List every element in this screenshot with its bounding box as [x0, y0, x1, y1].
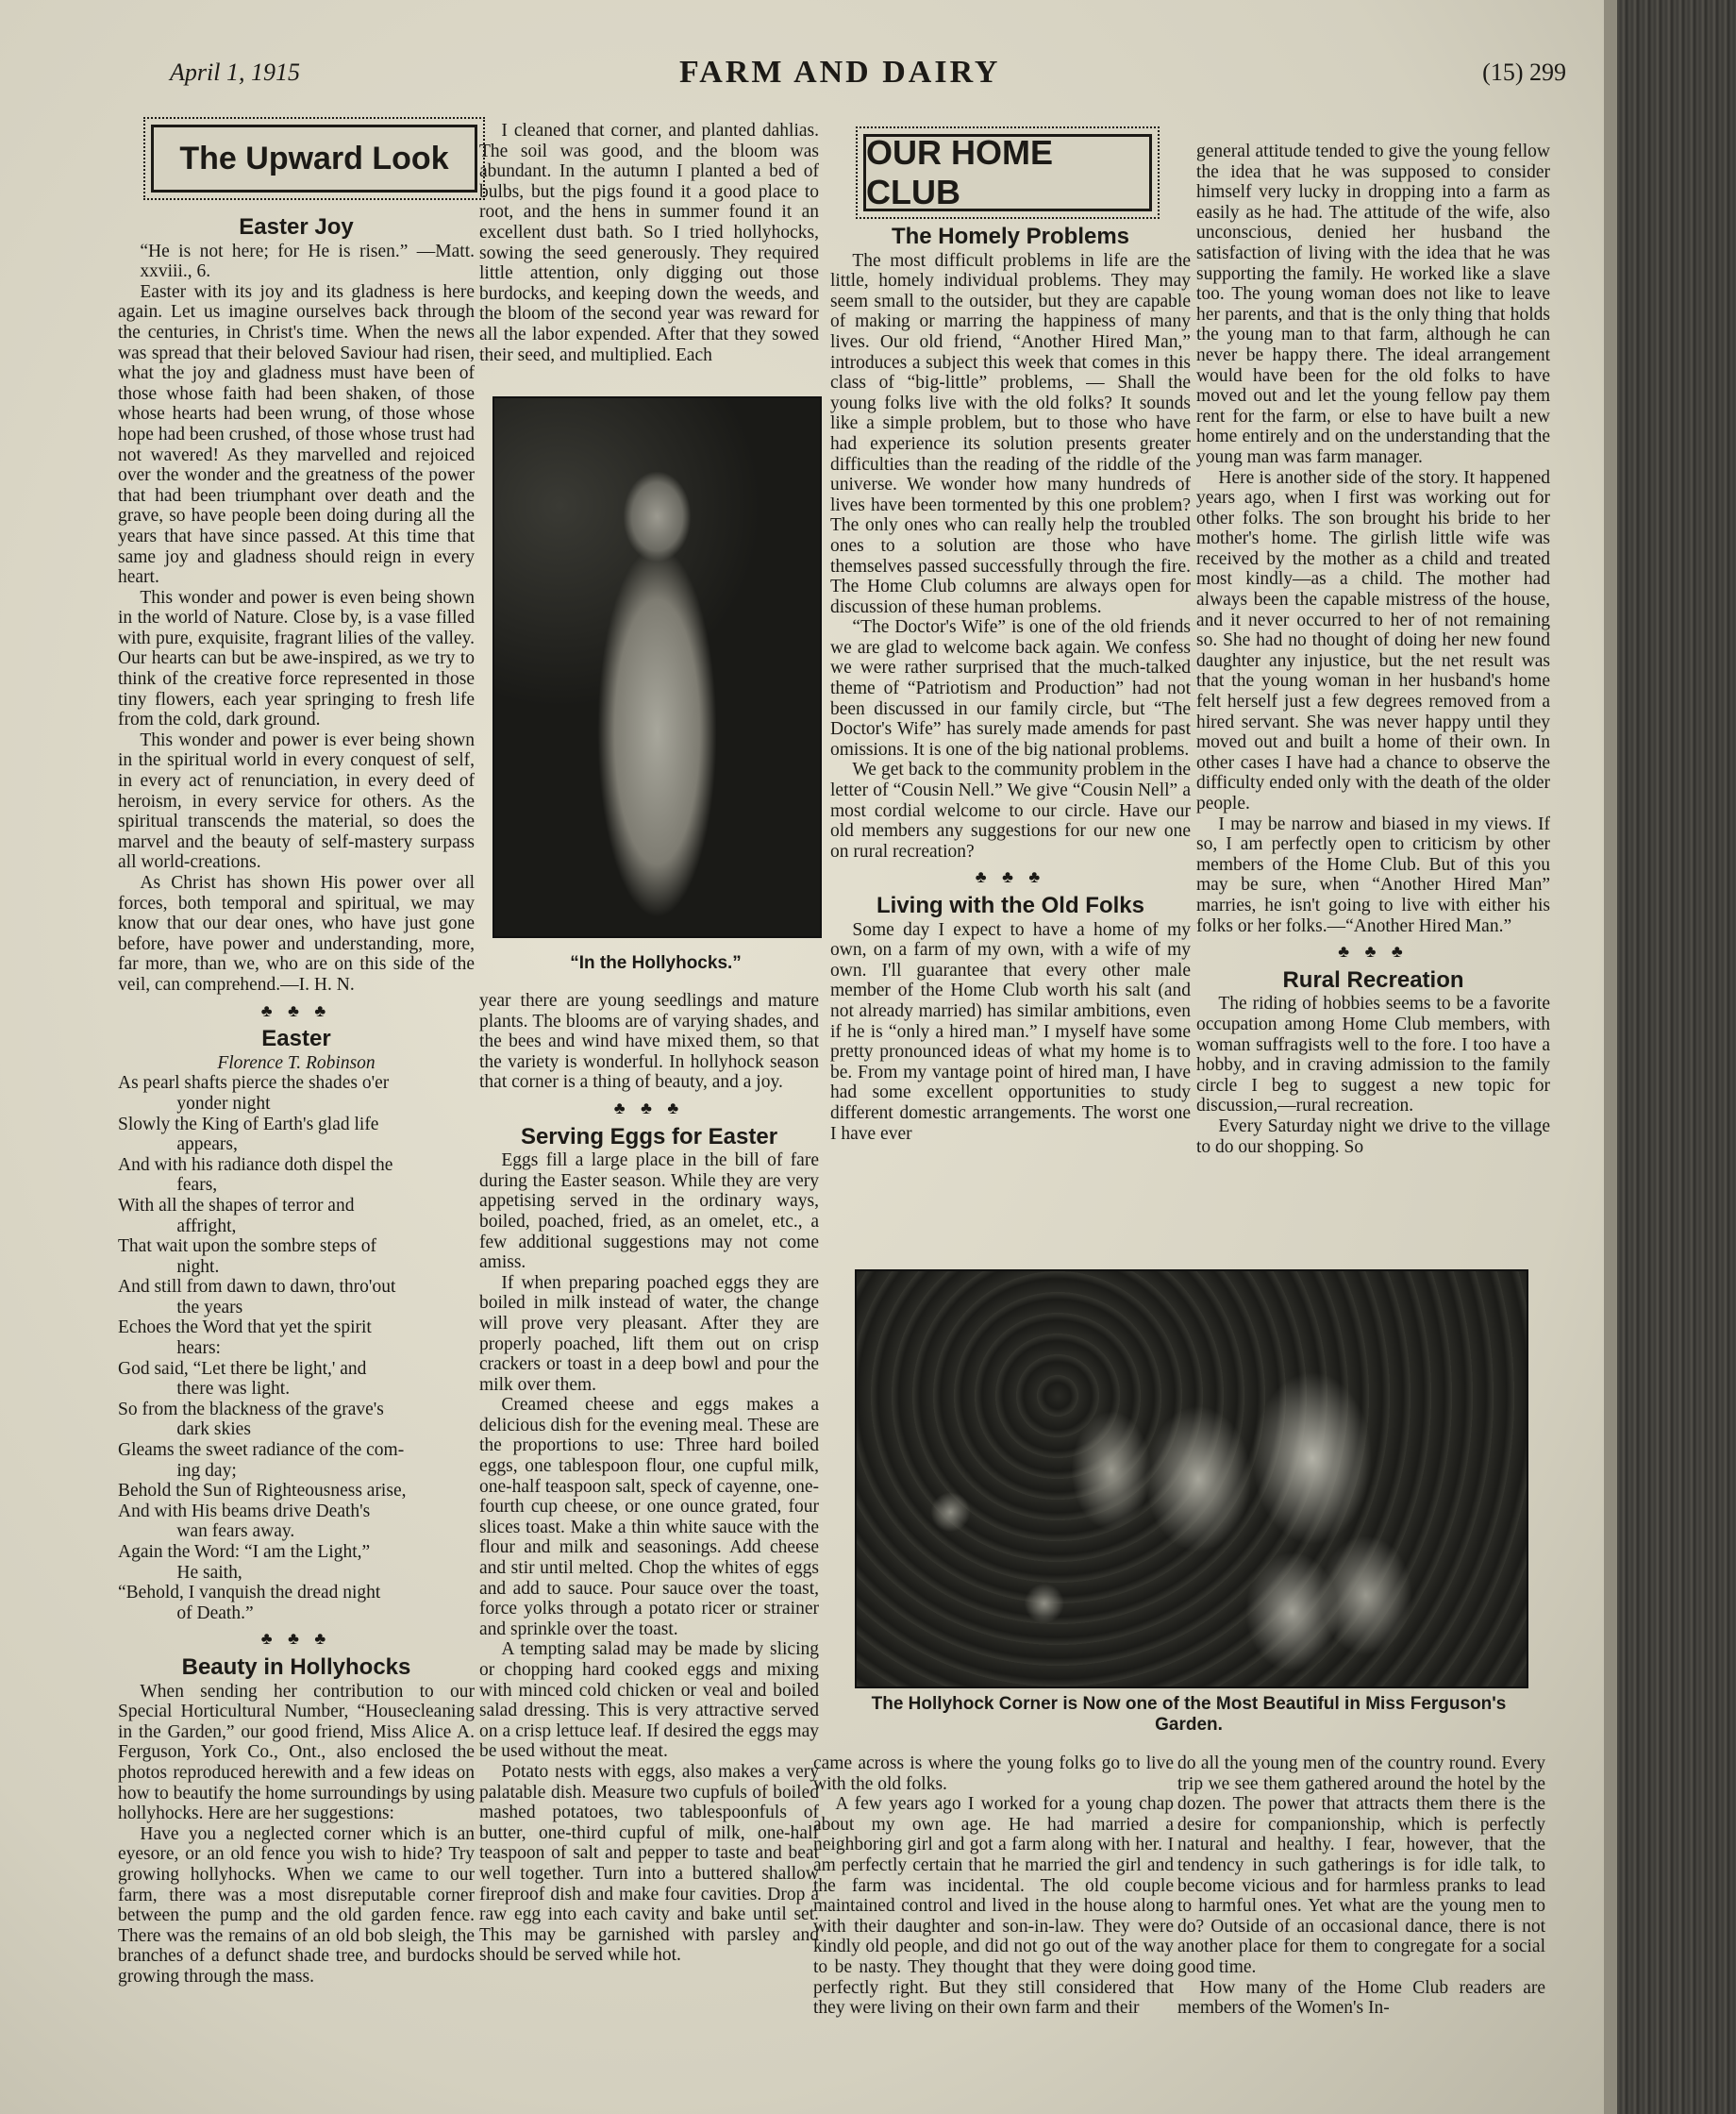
poem-line: ing day;: [176, 1460, 237, 1481]
poem-line: there was light.: [176, 1379, 291, 1400]
photo-caption: “In the Hollyhocks.”: [570, 953, 742, 973]
column-3-bottom: [813, 1753, 1174, 2019]
heading-beauty-hollyhocks: Beauty in Hollyhocks: [181, 1653, 411, 1680]
poem-line: With all the shapes of terror and: [118, 1195, 355, 1216]
paragraph: The most difficult problems in life are the little, homely individual problems. They may seem small to the outsider, but they are capable of making or marring the happiness of many lives. Our old friend, “Another Hired Man,” introduces a subject this week that comes in this class of “big-little” problems, — Shall the young folks live with the old folks? It sounds like a simple problem, but to those who have had experience its solution presents greater difficulties than the reading of the riddle of the universe. We wonder how many hundreds of lives have been tormented by this one problem? The only ones who can really help the troubled ones to a solution are those who have themselves passed successfully through the fire. The Home Club columns are always open for discussion of these human problems.: [830, 250, 1191, 617]
poem-line: Behold the Sun of Righteousness arise,: [118, 1481, 407, 1502]
poem-line: hears:: [176, 1338, 221, 1359]
poem-line: And still from dawn to dawn, thro'out: [118, 1277, 396, 1298]
paragraph: A few years ago I worked for a young chap about my own age. He had married a neighboring girl and got a farm along with her. I am perfectly certain that he married the girl and the farm was incidental. The old couple maintained control and lived in the house along with their daughter and son-in-law. They were kindly old people, and did not go out of the way to be nasty. They thought that they were doing perfectly right. But they still considered that they were living on their own farm and their: [813, 1794, 1174, 2019]
poem-line: Slowly the King of Earth's glad life: [118, 1114, 379, 1134]
publication-title: FARM AND DAIRY: [679, 55, 1001, 90]
heading-easter-poem: Easter: [261, 1026, 331, 1052]
heading-easter-joy: Easter Joy: [239, 214, 354, 240]
paragraph: We get back to the community problem in the letter of “Cousin Nell.” We give “Cousin Nell” a most cordial welcome to our circle. Have our old members any suggestions for our new one on rural recreation?: [830, 760, 1191, 862]
book-binding: [1604, 0, 1736, 2114]
paragraph: Easter with its joy and its gladness is here again. Let us imagine ourselves back through the centuries, in Christ's time. When the news was spread that their beloved Saviour had risen, what the joy and gladness must have been of those whose faith had been shaken, of those whose hearts had been wrung, of those whose hope had been crushed, of those whose trust had not wavered! As they marvelled and rejoiced over the wonder and the greatness of the power that had been triumphant over death and the grave, so have people been doing during all the years that have since passed. At this time that same joy and gladness should reign in every heart.: [118, 281, 475, 588]
photo-caption-hollyhock-corner: The Hollyhock Corner is Now one of the Most Beautiful in Miss Ferguson's Garden.: [871, 1694, 1507, 1735]
paragraph: As Christ has shown His power over all forces, both temporal and spiritual, we may know that our dear ones, who have just gone before, have power and understanding, more, far more, than we, who are on this side of the veil, can comprehend.—I. H. N.: [118, 873, 475, 995]
page-header: [170, 55, 1566, 102]
paragraph: Potato nests with eggs, also makes a very palatable dish. Measure two cupfuls of boiled mashed potatoes, two tablespoonfuls of butter, one-third cupful of milk, one-half teaspoon of salt and pepper to taste and beat well together. Turn into a buttered shallow fireproof dish and make four cavities. Drop a raw egg into each cavity and bake until set. This may be garnished with parsley and should be served while hot.: [479, 1761, 819, 1966]
paragraph: Eggs fill a large place in the bill of fare during the Easter season. While they are very appetising served in the ordinary ways, boiled, poached, fried, as an omelet, etc., a few additional suggestions may not come amiss.: [479, 1150, 819, 1273]
poem-line: So from the blackness of the grave's: [118, 1399, 384, 1419]
photo-woman-in-hollyhocks: [492, 396, 822, 938]
section-divider: ♣ ♣ ♣: [260, 1629, 332, 1649]
paragraph: Some day I expect to have a home of my own, on a farm of my own, with a wife of my own. I'll guarantee that every other male member of the Home Club worth his salt (and not already married) has similar ambitions, even if he is “only a hired man.” I myself have some pretty pronounced ideas of what my home is to be. From my vantage point of hired man, I have had some excellent opportunities to study different domestic arrangements. The worst one I have ever: [830, 919, 1191, 1144]
poem-line: fears,: [176, 1175, 218, 1196]
issue-date: April 1, 1915: [170, 59, 300, 86]
page-edge: [1604, 0, 1617, 2114]
paragraph: I cleaned that corner, and planted dahlias. The soil was good, and the bloom was abundant. In the autumn I planted a bed of bulbs, but the pigs found it a good place to root, and the hens in summer found it an excellent dust bath. So I tried hollyhocks, sowing the seed generously. They required little attention, only digging out those burdocks, and keeping down the weeds, and the bloom of the second year was reward for all the labor expended. After that they sowed their seed, and multiplied. Each: [479, 121, 819, 365]
easter-poem: [118, 1073, 475, 1623]
paragraph: do all the young men of the country round. Every trip we see them gathered around the hotel by the dozen. The power that attracts them there is the desire for companionship, which is perfectly natural and healthy. I fear, however, that the tendency in such gatherings is for idle talk, to become vicious and for harmless pranks to lead to harmful ones. Yet what are the young men to do? Outside of an occasional dance, there is not another place for them to congregate for a social good time.: [1177, 1753, 1545, 1977]
paragraph: How many of the Home Club readers are members of the Women's In-: [1177, 1977, 1545, 2019]
section-divider: ♣ ♣ ♣: [613, 1098, 685, 1117]
poem-line: appears,: [176, 1134, 238, 1155]
column-4-bottom: [1177, 1753, 1545, 2019]
heading-rural-recreation: Rural Recreation: [1282, 966, 1464, 993]
section-divider: ♣ ♣ ♣: [260, 1000, 332, 1020]
poem-line: He saith,: [176, 1562, 242, 1583]
poem-line: As pearl shafts pierce the shades o'er: [118, 1073, 390, 1094]
poem-line: affright,: [176, 1216, 237, 1236]
upward-look-banner: [151, 125, 477, 193]
paragraph: Creamed cheese and eggs makes a delicious dish for the evening meal. These are the proportions to use: Three hard boiled eggs, one tablespoon flour, one cupful milk, one-half teaspoon salt, speck of cayenne, one-fourth cup cheese, or one ounce grated, four slices toast. Make a thin white sauce with the flour and milk and seasonings. Add cheese and stir until melted. Chop the whites of eggs and add to sauce. Pour sauce over the toast, force yolks through a potato ricer or strainer and sprinkle over the toast.: [479, 1395, 819, 1639]
paragraph: Every Saturday night we drive to the village to do our shopping. So: [1196, 1116, 1550, 1157]
heading-homely-problems: The Homely Problems: [891, 224, 1130, 249]
paragraph: Have you a neglected corner which is an eyesore, or an old fence you wish to hide? Try growing hollyhocks. When we came to our farm, there was a most disreputable corner between the pump and the old garden fence. There was the remains of an old bob sleigh, the branches of a defunct shade tree, and burdocks growing through the mass.: [118, 1823, 475, 1987]
poem-line: Echoes the Word that yet the spirit: [118, 1317, 372, 1338]
poem-line: the years: [176, 1297, 243, 1317]
paragraph: A tempting salad may be made by slicing or chopping hard cooked eggs and mixing with minced cold chicken or veal and boiled salad dressing. This is very attractive served on a crisp lettuce leaf. If desired the eggs may be used without the meat.: [479, 1639, 819, 1762]
section-divider: ♣ ♣ ♣: [1338, 942, 1409, 962]
scripture-quote: “He is not here; for He is risen.” —Matt. xxviii., 6.: [140, 241, 475, 282]
column-1: [118, 210, 475, 1987]
paragraph: This wonder and power is ever being shown in the spiritual world in every conquest of self, in every act of renunciation, in every deed of heroism, in every service for others. As the spiritual transcends the material, so does the marvel and the beauty of self-mastery surpass all world-creations.: [118, 730, 475, 873]
poem-line: of Death.”: [176, 1602, 254, 1623]
heading-serving-eggs: Serving Eggs for Easter: [520, 1123, 778, 1149]
poem-line: Again the Word: “I am the Light,”: [118, 1542, 371, 1562]
poem-line: Gleams the sweet radiance of the com-: [118, 1440, 405, 1461]
column-3: [830, 219, 1191, 1144]
poem-line: That wait upon the sombre steps of: [118, 1236, 377, 1257]
paragraph: When sending her contribution to our Special Horticultural Number, “Housecleaning in the Garden,” our good friend, Miss Alice A. Ferguson, York Co., Ont., also enclosed the photos reproduced herewith and a few ideas on how to beautify the home surroundings by using hollyhocks. Here are her suggestions:: [118, 1681, 475, 1824]
paragraph: If when preparing poached eggs they are boiled in milk instead of water, the change will prove very pleasant. After they are properly poached, lift them out on crisp crackers or toast in a deep bowl and pour the milk over them.: [479, 1272, 819, 1395]
paragraph: This wonder and power is even being shown in the world of Nature. Close by, is a vase filled with pure, exquisite, fragrant lilies of the valley. Our hearts can but be awe-inspired, as we try to think of the creative force represented in those tiny flowers, each year springing to fresh life from the cold, dark ground.: [118, 587, 475, 730]
poem-line: wan fears away.: [176, 1521, 295, 1542]
section-divider: ♣ ♣ ♣: [975, 867, 1046, 887]
paragraph: Here is another side of the story. It happened years ago, when I first was working out for other folks. The son brought his bride to her mother's home. The girlish little wife was received by the mother as a child and treated most kindly—as a child. The mother had always been the capable mistress of the house, and it never occurred to her of not remaining so. She had no thought of doing her new found daughter any injustice, but the net result was that the young woman in her husband's home felt herself just a few degrees removed from a hired servant. She was never happy until they moved out and built a home of their own. In other cases I have had a chance to observe the difficulty ended only with the death of the older people.: [1196, 467, 1550, 814]
page-number: (15) 299: [1482, 59, 1566, 86]
poem-line: And with his radiance doth dispel the: [118, 1154, 393, 1175]
paragraph: general attitude tended to give the young fellow the idea that he was supposed to consider himself very lucky in dropping into a farm as easily as he had. The attitude of the wife, also unconscious, denied her husband the satisfaction of living with the idea that he was supporting the family. He worked like a slave too. The young woman does not like to leave her parents, and that is the only thing that holds the young man to that farm, although he can never be happy there. The ideal arrangement would have been for the old folks to have moved out and let the young fellow pay them rent for the farm, or else to have built a new home entirely and on the understanding that the young man was farm manager.: [1196, 142, 1550, 467]
upward-look-title: The Upward Look: [179, 140, 449, 176]
poem-author: Florence T. Robinson: [217, 1052, 376, 1073]
poem-line: night.: [176, 1256, 220, 1277]
poem-line: dark skies: [176, 1419, 251, 1440]
paragraph: came across is where the young folks go to live with the old folks.: [813, 1753, 1174, 1794]
home-club-title: OUR HOME CLUB: [866, 133, 1053, 211]
column-4: [1196, 142, 1550, 1157]
heading-living-old-folks: Living with the Old Folks: [876, 893, 1144, 918]
paragraph: “The Doctor's Wife” is one of the old friends we are glad to welcome back again. We confess we were rather surprised that the much-talked theme of “Patriotism and Production” had not been discussed in our family circle, but “The Doctor's Wife” has surely made amends for past omissions. It is one of the big national problems.: [830, 617, 1191, 760]
column-2-continued: [479, 991, 819, 1966]
poem-line: yonder night: [176, 1093, 271, 1114]
home-club-banner: [863, 134, 1152, 211]
photo-hollyhock-corner-group: [855, 1269, 1528, 1688]
poem-line: “Behold, I vanquish the dread night: [118, 1583, 381, 1603]
column-2: [479, 121, 819, 365]
paragraph: year there are young seedlings and mature plants. The blooms are of varying shades, and the bees and wind have mixed them, so that the variety is wonderful. In hollyhock season that corner is a thing of beauty, and a joy.: [479, 991, 819, 1093]
poem-line: God said, “Let there be light,' and: [118, 1358, 367, 1379]
poem-line: And with His beams drive Death's: [118, 1501, 371, 1521]
paragraph: The riding of hobbies seems to be a favorite occupation among Home Club members, with woman suffragists well to the fore. I too have a hobby, and in craving admission to the family circle I beg to suggest a new topic for discussion,—rural recreation.: [1196, 994, 1550, 1116]
paragraph: I may be narrow and biased in my views. If so, I am perfectly open to criticism by other members of the Home Club. But of this you may be sure, when “Another Hired Man” marries, he isn't going to live with either his folks or her folks.—“Another Hired Man.”: [1196, 814, 1550, 936]
